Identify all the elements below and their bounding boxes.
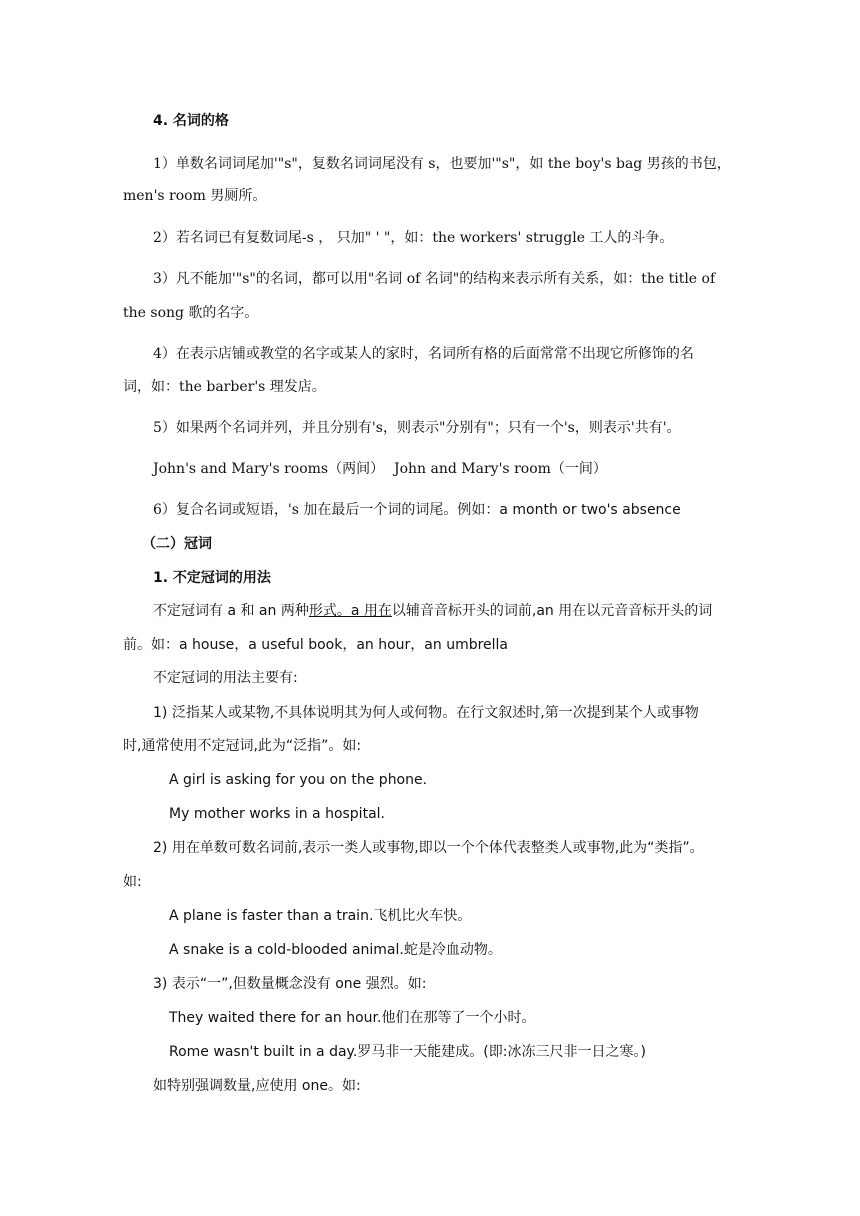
paragraph-5-example-2: John and Mary's room（一间） (394, 461, 607, 477)
usage-2-example-2: A snake is a cold-blooded animal.蛇是冷血动物。 (169, 942, 502, 958)
heading-noun-case: 4. 名词的格 (153, 113, 229, 129)
paragraph-1-line-2: men's room 男厕所。 (123, 188, 267, 204)
usage-2-line-1: 2) 用在单数可数名词前,表示一类人或事物,即以一个个体代表整类人或事物,此为“类指”。 (153, 840, 704, 856)
usage-3: 3) 表示“一”,但数量概念没有 one 强烈。如: (153, 976, 427, 992)
paragraph-1-line-1: 1）单数名词词尾加'"s"，复数名词词尾没有 s，也要加'"s"，如 the boy's bag 男孩的书包， (153, 156, 731, 172)
paragraph-4-line-2: 词，如：the barber's 理发店。 (123, 379, 326, 395)
usage-3-example-2: Rome wasn't built in a day.罗马非一天能建成。(即:冰冻三尺非一日之寒。) (169, 1044, 646, 1060)
usage-1-example-1: A girl is asking for you on the phone. (169, 772, 428, 788)
paragraph-5: 5）如果两个名词并列，并且分别有's，则表示"分别有"；只有一个's，则表示'共有'。 (153, 420, 681, 436)
last-line: 如特别强调数量,应使用 one。如: (153, 1078, 361, 1094)
paragraph-2: 2）若名词已有复数词尾-s ， 只加" ' "，如：the workers' struggle 工人的斗争。 (153, 230, 674, 246)
usage-intro: 不定冠词的用法主要有: (153, 670, 298, 686)
heading-indefinite-article: 1. 不定冠词的用法 (153, 570, 271, 586)
paragraph-3-line-1: 3）凡不能加'"s"的名词，都可以用"名词 of 名词"的结构来表示所有关系，如：the title of (153, 271, 716, 287)
usage-1-line-2: 时,通常使用不定冠词,此为“泛指”。如: (123, 738, 362, 754)
usage-3-example-1: They waited there for an hour.他们在那等了一个小时。 (169, 1010, 536, 1026)
paragraph-4-line-1: 4）在表示店铺或教堂的名字或某人的家时，名词所有格的后面常常不出现它所修饰的名 (153, 346, 694, 362)
paragraph-3-line-2: the song 歌的名字。 (123, 305, 259, 321)
indefinite-intro-text-end: 以辅音音标开头的词前,an 用在以元音音标开头的词 (391, 603, 713, 619)
usage-2-example-1: A plane is faster than a train.飞机比火车快。 (169, 908, 472, 924)
section-title-articles: （二）冠词 (142, 536, 212, 552)
indefinite-intro-line-2: 前。如：a house，a useful book，an hour，an umbrella (123, 637, 509, 653)
usage-2-line-2: 如: (123, 874, 142, 890)
indefinite-intro-text: 不定冠词有 a 和 an 两种 (153, 603, 309, 619)
usage-1-example-2: My mother works in a hospital. (169, 806, 385, 822)
paragraph-5-example-1: John's and Mary's rooms（两间） (153, 461, 385, 477)
paragraph-6-text: 6）复合名词或短语，'s 加在最后一个词的词尾。例如： (153, 502, 500, 518)
paragraph-6-example: a month or two's absence (499, 502, 681, 518)
indefinite-intro-underlined: 形式。a 用在 (308, 603, 392, 619)
paragraph-6 (153, 500, 681, 520)
indefinite-intro-line-1 (153, 601, 712, 621)
usage-1-line-1: 1) 泛指某人或某物,不具体说明其为何人或何物。在行文叙述时,第一次提到某个人或事物 (153, 705, 699, 721)
